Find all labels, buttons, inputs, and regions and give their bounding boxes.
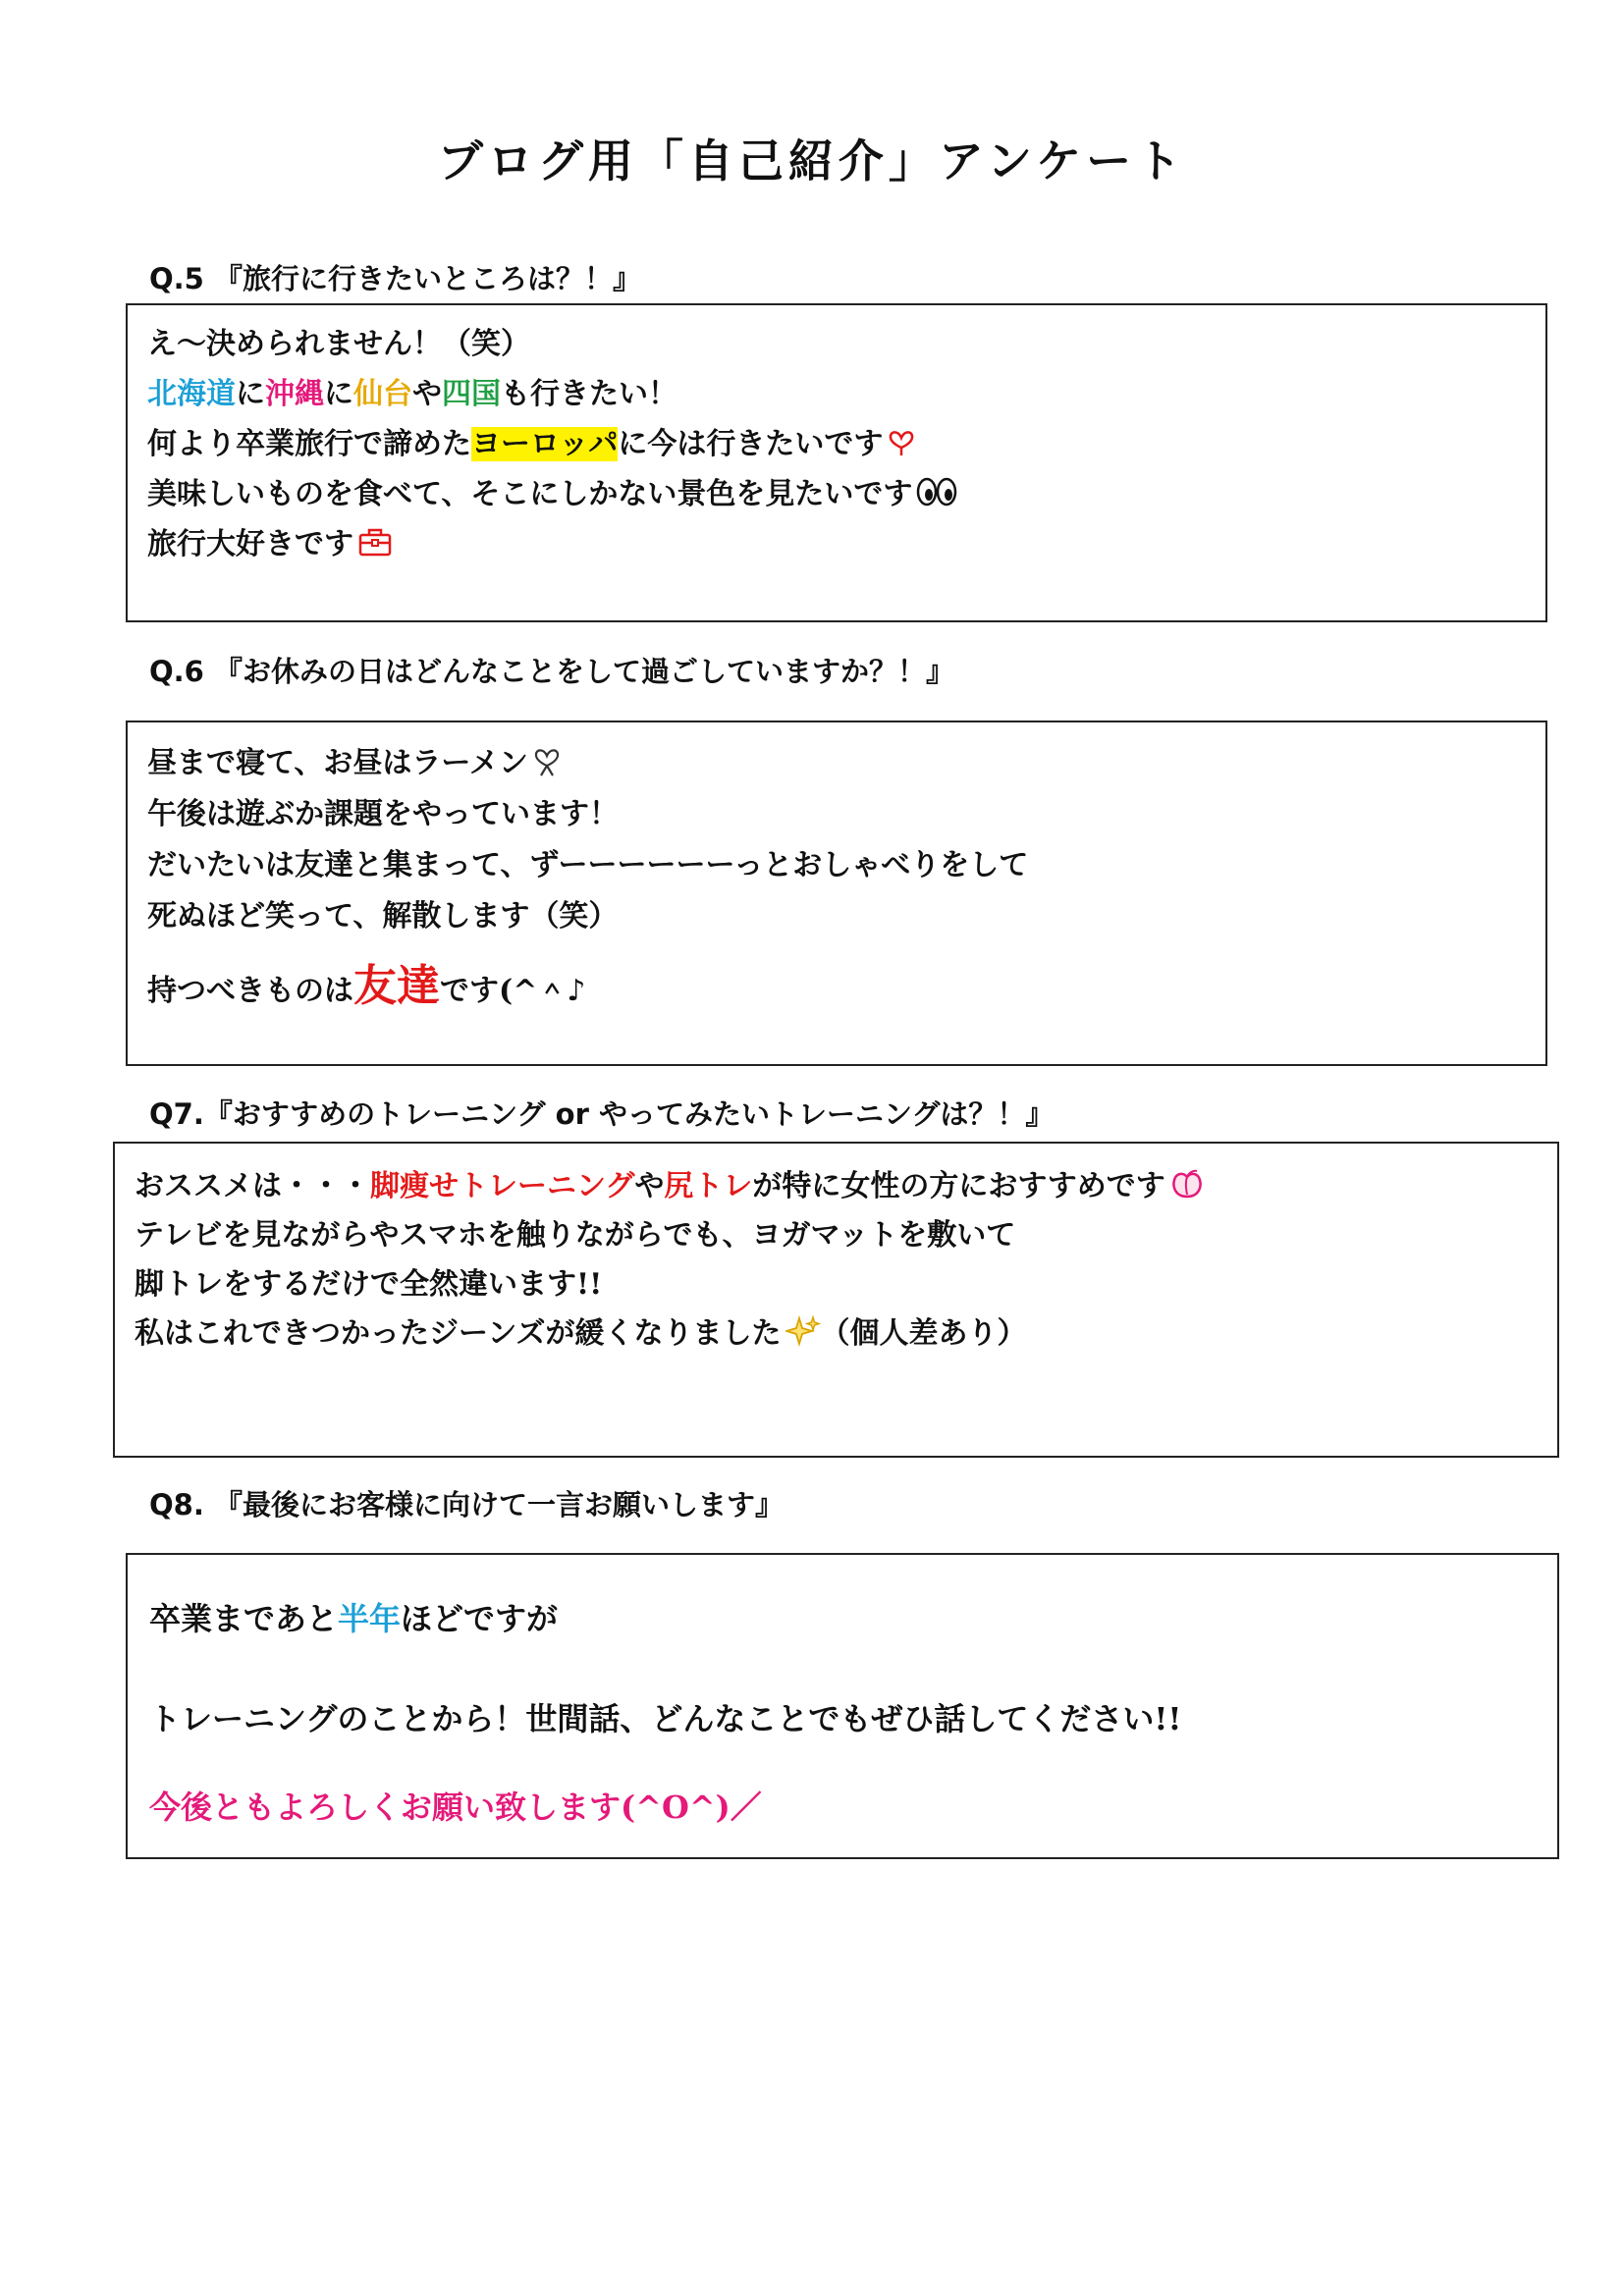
- emphasis-friends: 友達: [353, 961, 440, 1011]
- place-hokkaido: 北海道: [147, 377, 236, 411]
- answer-box-5: [126, 303, 1547, 622]
- question-6: Q.6 『お休みの日はどんなことをして過ごしていますか？！』: [149, 655, 954, 688]
- place-okinawa: 沖縄: [265, 377, 324, 411]
- answer-7-line-3: 脚トレをするだけで全然違います!!: [135, 1267, 603, 1302]
- place-sendai: 仙台: [353, 377, 412, 411]
- answer-box-6: [126, 721, 1547, 1066]
- suitcase-icon: [357, 526, 393, 565]
- question-5: Q.5 『旅行に行きたいところは？！』: [149, 262, 641, 295]
- emphasis-leg-training: 脚痩せトレーニング: [370, 1169, 635, 1203]
- emphasis-glute-training: 尻トレ: [664, 1169, 753, 1203]
- answer-6-line-5: 持つべきものは友達です(^＾♪: [147, 961, 586, 1011]
- answer-7-line-1: おススメは・・・脚痩せトレーニングや尻トレが特に女性の方におすすめです: [135, 1161, 1205, 1208]
- answer-5-line-4: 美味しいものを食べて、そこにしかない景色を見たいです: [147, 469, 957, 515]
- eyes-icon: [916, 476, 957, 515]
- answer-8-line-1: 卒業まであと半年ほどですが: [149, 1600, 559, 1637]
- question-7: Q7.『おすすめのトレーニング or やってみたいトレーニングは？！』: [149, 1097, 1055, 1131]
- highlight-europe: ヨーロッパ: [471, 427, 619, 461]
- answer-box-7: [113, 1142, 1559, 1458]
- place-shikoku: 四国: [442, 377, 501, 411]
- question-8: Q8. 『最後にお客様に向けて一言お願いします』: [149, 1488, 784, 1522]
- peach-icon: [1169, 1167, 1205, 1208]
- answer-6-line-1: 昼まで寝て、お昼はラーメン: [147, 738, 562, 785]
- sparkle-icon: [785, 1314, 821, 1356]
- answer-5-line-1: え～決められません！（笑）: [147, 327, 530, 361]
- emphasis-half-year: 半年: [338, 1600, 402, 1637]
- heart-icon: [887, 426, 916, 465]
- answer-6-line-4: 死ぬほど笑って、解散します（笑）: [147, 899, 619, 934]
- ribbon-heart-icon: [532, 744, 562, 785]
- page-title: ブログ用「自己紹介」アンケート: [437, 134, 1187, 187]
- answer-5-line-2: 北海道に沖縄に仙台や四国も行きたい！: [147, 377, 677, 411]
- answer-5-line-3: 何より卒業旅行で諦めたヨーロッパに今は行きたいです: [147, 419, 916, 465]
- answer-6-line-2: 午後は遊ぶか課題をやっています！: [147, 797, 619, 831]
- answer-7-line-2: テレビを見ながらやスマホを触りながらでも、ヨガマットを敷いて: [135, 1218, 1016, 1253]
- answer-8-line-2: トレーニングのことから！世間話、どんなことでもぜひ話してください!!: [149, 1700, 1182, 1737]
- answer-5-line-5: 旅行大好きです: [147, 519, 393, 565]
- answer-7-line-4: 私はこれできつかったジーンズが緩くなりました （個人差あり）: [135, 1308, 1027, 1356]
- answer-box-8: [126, 1553, 1559, 1859]
- answer-8-line-3: 今後ともよろしくお願い致します(^O^)／: [149, 1789, 762, 1826]
- answer-6-line-3: だいたいは友達と集まって、ずーーーーーーっとおしゃべりをして: [147, 848, 1029, 882]
